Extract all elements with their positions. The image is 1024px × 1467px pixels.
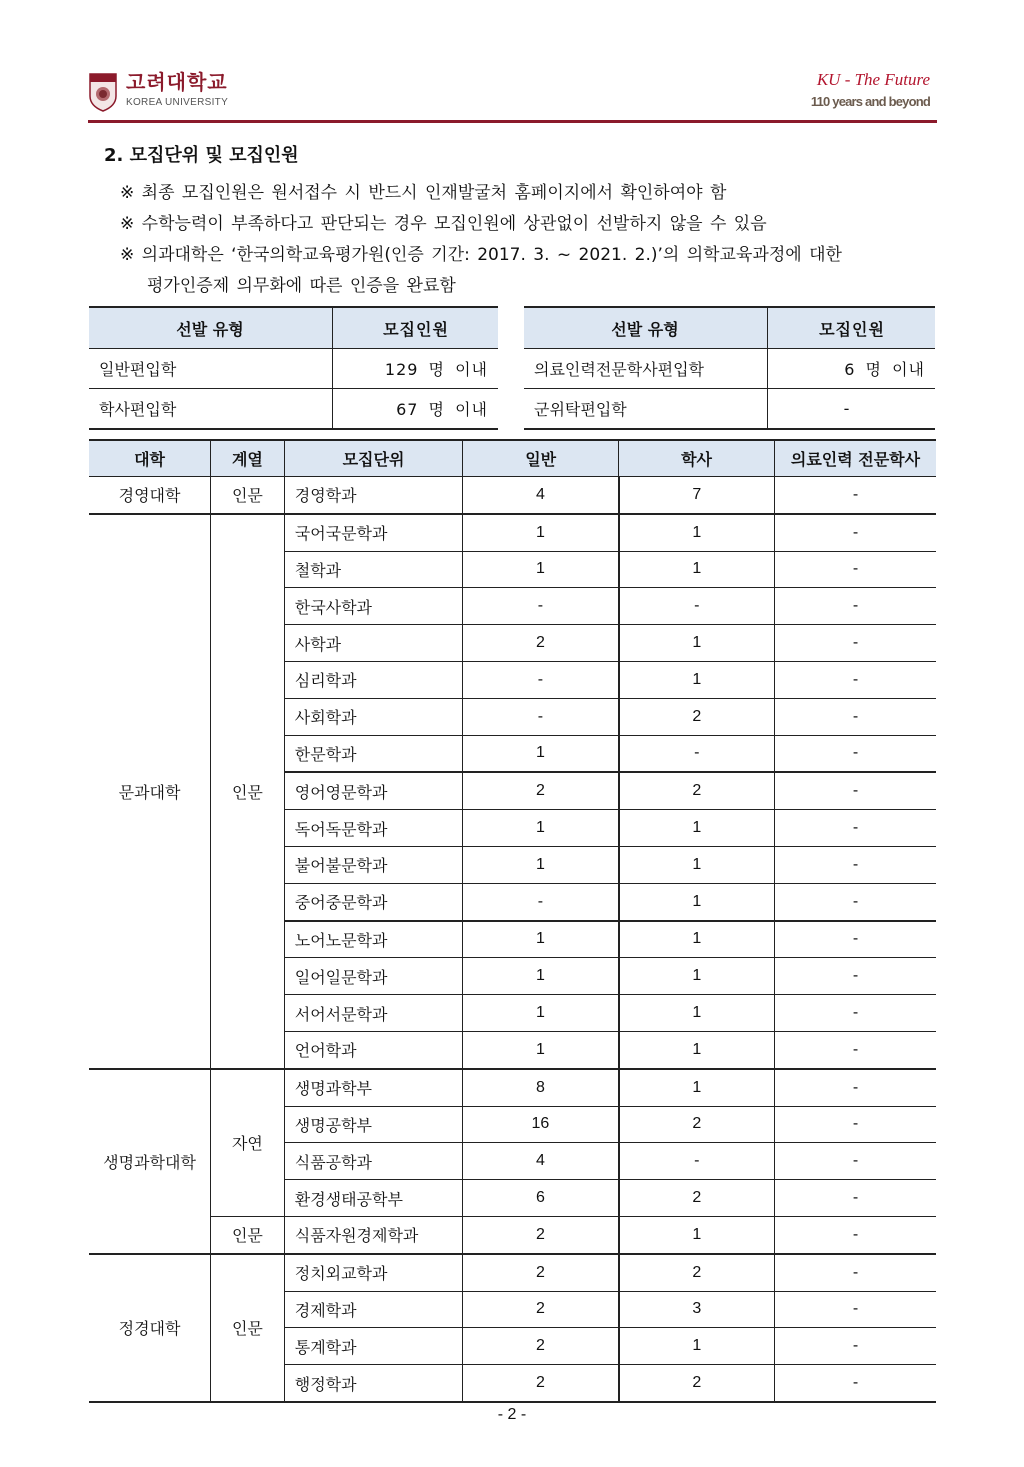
- medical-quota-cell: -: [774, 810, 936, 847]
- bachelor-quota-cell: 2: [619, 1180, 775, 1217]
- medical-quota-cell: -: [774, 1291, 936, 1328]
- department-cell: 언어학과: [284, 1031, 463, 1068]
- table-row: [89, 1216, 936, 1253]
- header-divider: [88, 120, 937, 123]
- medical-quota-cell: -: [774, 477, 936, 514]
- medical-quota-cell: -: [774, 958, 936, 995]
- table-header-row: [524, 307, 935, 349]
- medical-quota-cell: -: [774, 1143, 936, 1180]
- bachelor-quota-cell: 1: [619, 625, 775, 662]
- university-crest-icon: [88, 72, 118, 112]
- general-quota-cell: 2: [463, 1254, 619, 1291]
- logo-english-name: KOREA UNIVERSITY: [126, 97, 229, 108]
- general-quota-cell: 1: [463, 958, 619, 995]
- medical-quota-cell: -: [774, 1216, 936, 1253]
- slogan-logo: KU - The Future: [816, 70, 930, 89]
- general-quota-cell: -: [463, 588, 619, 625]
- department-cell: 중어중문학과: [284, 883, 463, 920]
- department-cell: 독어독문학과: [284, 810, 463, 847]
- department-cell: 생명공학부: [284, 1106, 463, 1143]
- department-cell: 사회학과: [284, 698, 463, 735]
- selection-type: 학사편입학: [89, 389, 333, 430]
- department-cell: 경제학과: [284, 1291, 463, 1328]
- slogan-block: [811, 70, 930, 110]
- bachelor-quota-cell: 1: [619, 1069, 775, 1106]
- department-cell: 사학과: [284, 625, 463, 662]
- department-cell: 식품자원경제학과: [284, 1216, 463, 1253]
- quota: -: [768, 389, 936, 430]
- header-quota: 모집인원: [333, 307, 499, 349]
- table-row: [89, 514, 936, 551]
- bachelor-quota-cell: 1: [619, 958, 775, 995]
- track-cell: 인문: [211, 477, 285, 514]
- department-cell: 한문학과: [284, 735, 463, 772]
- bachelor-quota-cell: 2: [619, 772, 775, 809]
- medical-quota-cell: -: [774, 921, 936, 958]
- table-row: [89, 389, 498, 430]
- table-header-row: [89, 440, 936, 477]
- table-row: [524, 349, 935, 389]
- general-quota-cell: 2: [463, 1365, 619, 1402]
- department-cell: 한국사학과: [284, 588, 463, 625]
- track-cell: 자연: [211, 1069, 285, 1217]
- selection-type: 군위탁편입학: [524, 389, 768, 430]
- quota: 6 명 이내: [768, 349, 936, 389]
- general-quota-cell: 2: [463, 625, 619, 662]
- header-bachelor: 학사: [619, 440, 775, 477]
- department-cell: 심리학과: [284, 661, 463, 698]
- medical-quota-cell: -: [774, 883, 936, 920]
- college-cell: 정경대학: [89, 1254, 211, 1402]
- medical-quota-cell: -: [774, 1180, 936, 1217]
- general-quota-cell: 6: [463, 1180, 619, 1217]
- department-cell: 철학과: [284, 551, 463, 588]
- bachelor-quota-cell: 1: [619, 846, 775, 883]
- medical-quota-cell: -: [774, 698, 936, 735]
- general-quota-cell: -: [463, 661, 619, 698]
- bachelor-quota-cell: 2: [619, 1254, 775, 1291]
- header-department: 모집단위: [284, 440, 463, 477]
- general-quota-cell: 4: [463, 477, 619, 514]
- recruitment-table: [89, 439, 936, 1403]
- medical-quota-cell: -: [774, 661, 936, 698]
- bachelor-quota-cell: 2: [619, 698, 775, 735]
- selection-type: 일반편입학: [89, 349, 333, 389]
- medical-quota-cell: -: [774, 772, 936, 809]
- summary-table-right: [524, 306, 935, 430]
- department-cell: 일어일문학과: [284, 958, 463, 995]
- medical-quota-cell: -: [774, 551, 936, 588]
- track-cell: 인문: [211, 514, 285, 1069]
- track-cell: 인문: [211, 1254, 285, 1402]
- general-quota-cell: -: [463, 698, 619, 735]
- summary-table-left: [89, 306, 498, 430]
- selection-type: 의료인력전문학사편입학: [524, 349, 768, 389]
- general-quota-cell: 1: [463, 551, 619, 588]
- bachelor-quota-cell: 3: [619, 1291, 775, 1328]
- general-quota-cell: 1: [463, 846, 619, 883]
- general-quota-cell: 1: [463, 810, 619, 847]
- bachelor-quota-cell: 1: [619, 514, 775, 551]
- general-quota-cell: 1: [463, 514, 619, 551]
- medical-quota-cell: -: [774, 1254, 936, 1291]
- bachelor-quota-cell: -: [619, 735, 775, 772]
- general-quota-cell: 1: [463, 995, 619, 1032]
- department-cell: 서어서문학과: [284, 995, 463, 1032]
- general-quota-cell: 4: [463, 1143, 619, 1180]
- slogan-subtitle: 110 years and beyond: [810, 94, 930, 109]
- department-cell: 국어국문학과: [284, 514, 463, 551]
- college-cell: 문과대학: [89, 514, 211, 1069]
- header-selection-type: 선발 유형: [524, 307, 768, 349]
- general-quota-cell: 1: [463, 1031, 619, 1068]
- department-cell: 노어노문학과: [284, 921, 463, 958]
- bachelor-quota-cell: 1: [619, 810, 775, 847]
- note-line: ※ 최종 모집인원은 원서접수 시 반드시 인재발굴처 홈페이지에서 확인하여야 함: [120, 183, 727, 203]
- medical-quota-cell: -: [774, 1069, 936, 1106]
- general-quota-cell: 1: [463, 735, 619, 772]
- table-header-row: [89, 307, 498, 349]
- college-cell: 경영대학: [89, 477, 211, 514]
- department-cell: 행정학과: [284, 1365, 463, 1402]
- header-general: 일반: [463, 440, 619, 477]
- table-row: [89, 1254, 936, 1291]
- medical-quota-cell: -: [774, 735, 936, 772]
- bachelor-quota-cell: 2: [619, 1106, 775, 1143]
- general-quota-cell: 8: [463, 1069, 619, 1106]
- department-cell: 영어영문학과: [284, 772, 463, 809]
- section-title: 2. 모집단위 및 모집인원: [104, 145, 299, 166]
- general-quota-cell: 16: [463, 1106, 619, 1143]
- medical-quota-cell: -: [774, 1328, 936, 1365]
- table-row: [89, 349, 498, 389]
- logo-korean-name: 고려대학교: [126, 70, 228, 94]
- general-quota-cell: 1: [463, 921, 619, 958]
- quota: 129 명 이내: [333, 349, 499, 389]
- general-quota-cell: 2: [463, 1328, 619, 1365]
- table-row: [89, 1069, 936, 1106]
- bachelor-quota-cell: 1: [619, 661, 775, 698]
- bachelor-quota-cell: 1: [619, 1328, 775, 1365]
- bachelor-quota-cell: 7: [619, 477, 775, 514]
- medical-quota-cell: -: [774, 588, 936, 625]
- logo-text: [126, 70, 228, 109]
- college-cell: 생명과학대학: [89, 1069, 211, 1254]
- bachelor-quota-cell: 1: [619, 995, 775, 1032]
- note-line: 평가인증제 의무화에 따른 인증을 완료함: [147, 276, 456, 296]
- track-cell: 인문: [211, 1216, 285, 1253]
- header-college: 대학: [89, 440, 211, 477]
- medical-quota-cell: -: [774, 846, 936, 883]
- quota: 67 명 이내: [333, 389, 499, 430]
- medical-quota-cell: -: [774, 514, 936, 551]
- bachelor-quota-cell: 1: [619, 883, 775, 920]
- department-cell: 통계학과: [284, 1328, 463, 1365]
- department-cell: 불어불문학과: [284, 846, 463, 883]
- header-quota: 모집인원: [768, 307, 936, 349]
- general-quota-cell: 2: [463, 1216, 619, 1253]
- general-quota-cell: 2: [463, 1291, 619, 1328]
- department-cell: 식품공학과: [284, 1143, 463, 1180]
- medical-quota-cell: -: [774, 625, 936, 662]
- department-cell: 환경생태공학부: [284, 1180, 463, 1217]
- page-header: [88, 66, 936, 120]
- medical-quota-cell: -: [774, 1031, 936, 1068]
- table-row: [89, 477, 936, 514]
- bachelor-quota-cell: 1: [619, 921, 775, 958]
- department-cell: 정치외교학과: [284, 1254, 463, 1291]
- bachelor-quota-cell: -: [619, 1143, 775, 1180]
- note-line: ※ 의과대학은 ‘한국의학교육평가원(인증 기간: 2017. 3. ~ 2021. 2.)’의 의학교육과정에 대한: [120, 245, 842, 265]
- bachelor-quota-cell: 2: [619, 1365, 775, 1402]
- medical-quota-cell: -: [774, 995, 936, 1032]
- department-cell: 생명과학부: [284, 1069, 463, 1106]
- notes-list: [120, 178, 940, 302]
- general-quota-cell: -: [463, 883, 619, 920]
- bachelor-quota-cell: 1: [619, 1031, 775, 1068]
- medical-quota-cell: -: [774, 1365, 936, 1402]
- bachelor-quota-cell: 1: [619, 1216, 775, 1253]
- general-quota-cell: 2: [463, 772, 619, 809]
- header-selection-type: 선발 유형: [89, 307, 333, 349]
- header-medical: 의료인력 전문학사: [774, 440, 936, 477]
- page-number: - 2 -: [497, 1406, 527, 1423]
- table-row: [524, 389, 935, 430]
- department-cell: 경영학과: [284, 477, 463, 514]
- header-track: 계열: [211, 440, 285, 477]
- note-line: ※ 수학능력이 부족하다고 판단되는 경우 모집인원에 상관없이 선발하지 않을 수 있음: [120, 214, 767, 234]
- bachelor-quota-cell: -: [619, 588, 775, 625]
- bachelor-quota-cell: 1: [619, 551, 775, 588]
- medical-quota-cell: -: [774, 1106, 936, 1143]
